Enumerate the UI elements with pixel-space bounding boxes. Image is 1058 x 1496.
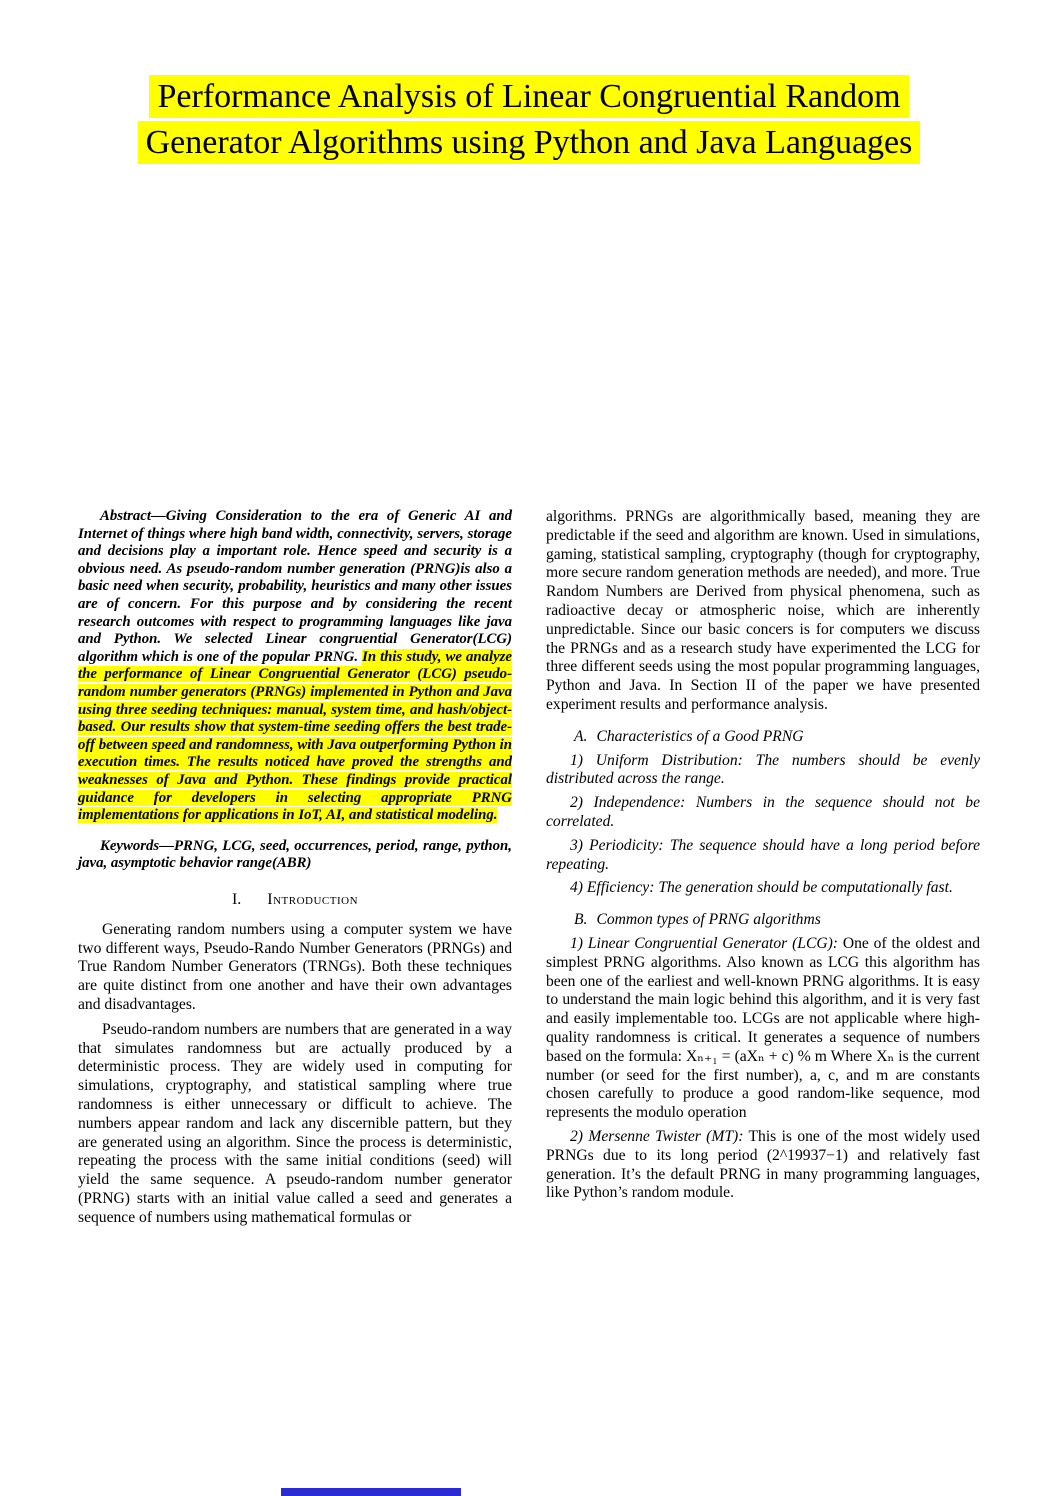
right-column — [546, 508, 980, 1228]
item-text: The sequence should have a long period before repeating. — [546, 836, 980, 873]
two-column-body — [78, 508, 980, 1228]
prng-characteristic-item-2 — [546, 794, 980, 832]
abstract-highlighted-text: In this study, we analyze the performance of Linear Congruential Generator (LCG) pseudo-random number generators (PRNGs) implemented in Python and Java using three seeding techniques: manual, system time, and hash/object-based. Our results show that system-time seeding offers the best trade-off between speed and randomness, with Java outperforming Python in execution times. The results noticed have proved the strengths and weaknesses of Java and Python. These findings provide practical guidance for developers in selecting appropriate PRNG implementations for applications in IoT, AI, and statistical modeling. — [78, 648, 512, 824]
prng-characteristic-item-3 — [546, 837, 980, 875]
prng-characteristic-item-1 — [546, 752, 980, 790]
item-text: The generation should be computationally fast. — [658, 879, 953, 897]
abstract-text: Giving Consideration to the era of Generic AI and Internet of things where high band width, connectivity, servers, storage and decisions play a important role. Hence speed and security is a obvious need. As pseudo-random number generation (PRNG)is also a basic need when security, probability, heuristics and many other issues are of concern. For this purpose and by considering the recent research outcomes with respect to programming languages like java and Python. We selected Linear congruential Generator(LCG) algorithm which is one of the popular PRNG. — [78, 508, 512, 665]
section-title: Introduction — [267, 890, 359, 908]
intro-paragraph-2: Pseudo-random numbers are numbers that are generated in a way that simulates randomness but are actually produced by a deterministic process. They are widely used in computing for simulations, cryptography, and statistical sampling where true randomness is either unnecessary or difficult to achieve. The numbers appear random and lack any discernible pattern, but they are generated using an algorithm. Since the process is deterministic, repeating the process with the same initial conditions (seed) will yield the same sequence. A pseudo-random number generator (PRNG) starts with an initial value called a seed and generates a sequence of numbers using mathematical formulas or — [78, 1020, 512, 1226]
item-label: 2) Mersenne Twister (MT): — [570, 1127, 744, 1145]
item-label: 3) Periodicity: — [570, 836, 664, 854]
subsection-a-heading — [546, 728, 980, 747]
intro-paragraph-3: algorithms. PRNGs are algorithmically based, meaning they are predictable if the seed and algorithm are known. Used in simulations, gaming, statistical sampling, cryptography (though for cryptography, more secure random generation methods are needed), and more. True Random Numbers are Derived from physical phenomena, such as radioactive decay or atmospheric noise, which are inherently unpredictable. Since our basic concers is for computers we discuss the PRNGs and as a research study have experimented the LCG for three different seeds using the most popular programming languages, Python and Java. In Section II of the paper we have presented experiment results and performance analysis. — [546, 508, 980, 713]
subsection-a-title: Characteristics of a Good PRNG — [596, 727, 804, 745]
section-number: I. — [231, 890, 242, 908]
subsection-b-number: B. — [574, 911, 588, 929]
subsection-a-number: A. — [574, 727, 588, 745]
item-text: One of the oldest and simplest PRNG algorithms. Also known as LCG this algorithm has been one of the earliest and well-known PRNG algorithms. It is easy to understand the main logic behind this algorithm, and it is very fast and easily implementable too. LCGs are not applicable where high-quality randomness is critical. It generates a sequence of numbers based on the formula: Xₙ₊₁ = (aXₙ + c) % m Where Xₙ is the current number (or seed for the first number), a, c, and m are constants chosen carefully to produce a good random-like sequence, mod represents the modulo operation — [546, 934, 980, 1122]
prng-characteristic-item-4 — [546, 879, 980, 898]
abstract-label: Abstract— — [100, 508, 166, 524]
item-text: Numbers in the sequence should not be correlated. — [546, 794, 980, 830]
item-text: The numbers should be evenly distributed across the range. — [546, 751, 981, 788]
left-column — [78, 508, 512, 1228]
item-text: This is one of the most widely used PRNGs due to its long period (2^19937−1) and relatively fast generation. It’s the default PRNG in many programming languages, like Python’s random module. — [546, 1127, 980, 1202]
item-label: 4) Efficiency: — [570, 879, 655, 897]
subsection-b-title: Common types of PRNG algorithms — [596, 911, 821, 929]
paper-title-text: Performance Analysis of Linear Congruential Random Generator Algorithms using Python and Java Languages — [138, 75, 921, 164]
item-label: 1) Uniform Distribution: — [570, 751, 743, 769]
paper-title — [92, 74, 966, 166]
prng-type-item-2 — [546, 1128, 980, 1203]
item-label: 2) Independence: — [570, 794, 686, 812]
prng-type-item-1 — [546, 935, 980, 1123]
item-label: 1) Linear Congruential Generator (LCG): — [570, 934, 838, 952]
abstract-paragraph — [78, 508, 512, 825]
keywords-paragraph: Keywords—PRNG, LCG, seed, occurrences, period, range, python, java, asymptotic behavior range(ABR) — [78, 837, 512, 872]
intro-paragraph-1: Generating random numbers using a computer system we have two different ways, Pseudo-Rando Number Generators (PRNGs) and True Random Number Generators (TRNGs). Both these techniques are quite distinct from one another and have their own advantages and disadvantages. — [78, 920, 512, 1014]
subsection-b-heading — [546, 911, 980, 930]
section-heading-introduction — [78, 891, 512, 909]
